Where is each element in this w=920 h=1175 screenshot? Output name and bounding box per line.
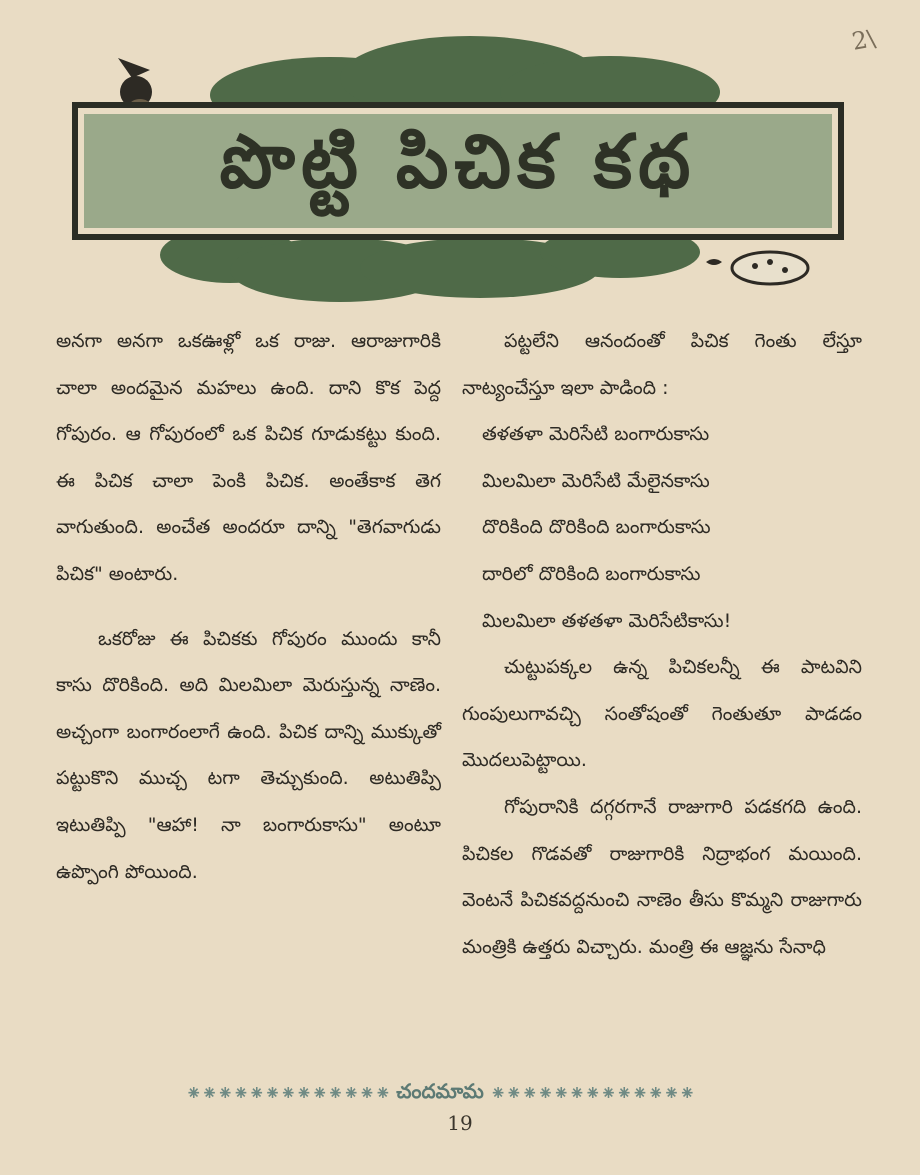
star-border-right: ⁕⁕⁕⁕⁕⁕⁕⁕⁕⁕⁕⁕⁕: [489, 1081, 695, 1105]
magazine-name: చందమామ: [396, 1078, 484, 1103]
song-line: తళతళా మెరిసేటి బంగారుకాసు: [482, 423, 710, 446]
paragraph: పట్టలేని ఆనందంతో పిచిక గెంతు లేస్తూ నాట్యంచేస్తూ ఇలా పాడింది :: [462, 330, 862, 399]
song-line: మిలమిలా మెరిసేటి మేలైనకాసు: [482, 469, 710, 492]
song-line: మిలమిలా తళతళా మెరిసేటికాసు!: [482, 609, 732, 632]
paragraph: చుట్టుపక్కల ఉన్న పిచికలన్నీ ఈ పాటవిని గుంపులుగావచ్చి సంతోషంతో గెంతుతూ పాడడం మొదలుపెట్టాయి.: [462, 656, 862, 772]
song-line: దారిలో దొరికింది బంగారుకాసు: [482, 562, 701, 585]
right-column: [462, 318, 862, 970]
paragraph: గోపురానికి దగ్గరగానే రాజుగారి పడకగది ఉంది. పిచికల గొడవతో రాజుగారికి నిద్రాభంగ మయింది. వెంటనే పిచికవద్దనుంచి నాణెం తీసు కొమ్మని రాజుగారు మంత్రికి ఉత్తరు విచ్చారు. మంత్రి ఈ ఆజ్ఞను సేనాధి: [462, 795, 862, 958]
song-line: దొరికింది దొరికింది బంగారుకాసు: [482, 516, 711, 539]
paragraph: అనగా అనగా ఒకఊళ్లో ఒక రాజు. ఆరాజుగారికి చాలా అందమైన మహలు ఉంది. దాని కొక పెద్ద గోపురం. ఆ గోపురంలో ఒక పిచిక గూడుకట్టు కుంది. ఈ పిచిక చాలా పెంకి పిచిక. అంతేకాక తెగ వాగుతుంది. అంచేత అందరూ దాన్ని "తెగవాగుడు పిచిక" అంటారు.: [56, 330, 441, 585]
bread-icon: [706, 252, 808, 284]
footer-band: [62, 1078, 818, 1108]
handwritten-page-mark: 2\: [849, 24, 878, 56]
paragraph: ఒకరోజు ఈ పిచికకు గోపురం ముందు కానీ కాసు దొరికింది. అది మిలమిలా మెరుస్తున్న నాణెం. అచ్చంగా బంగారంలాగే ఉంది. పిచిక దాన్ని ముక్కుతో పట్టుకొని ముచ్చ టగా తెచ్చుకుంది. అటుతిప్పి ఇటుతిప్పి "ఆహా! నా బంగారుకాసు" అంటూ ఉప్పొంగి పోయింది.: [56, 627, 441, 883]
story-title: పొట్టి పిచిక కథ: [219, 119, 697, 205]
star-border-left: ⁕⁕⁕⁕⁕⁕⁕⁕⁕⁕⁕⁕⁕: [185, 1081, 391, 1105]
story-title-panel: [72, 102, 844, 240]
left-column: [56, 318, 441, 895]
page-number: 19: [447, 1111, 473, 1135]
